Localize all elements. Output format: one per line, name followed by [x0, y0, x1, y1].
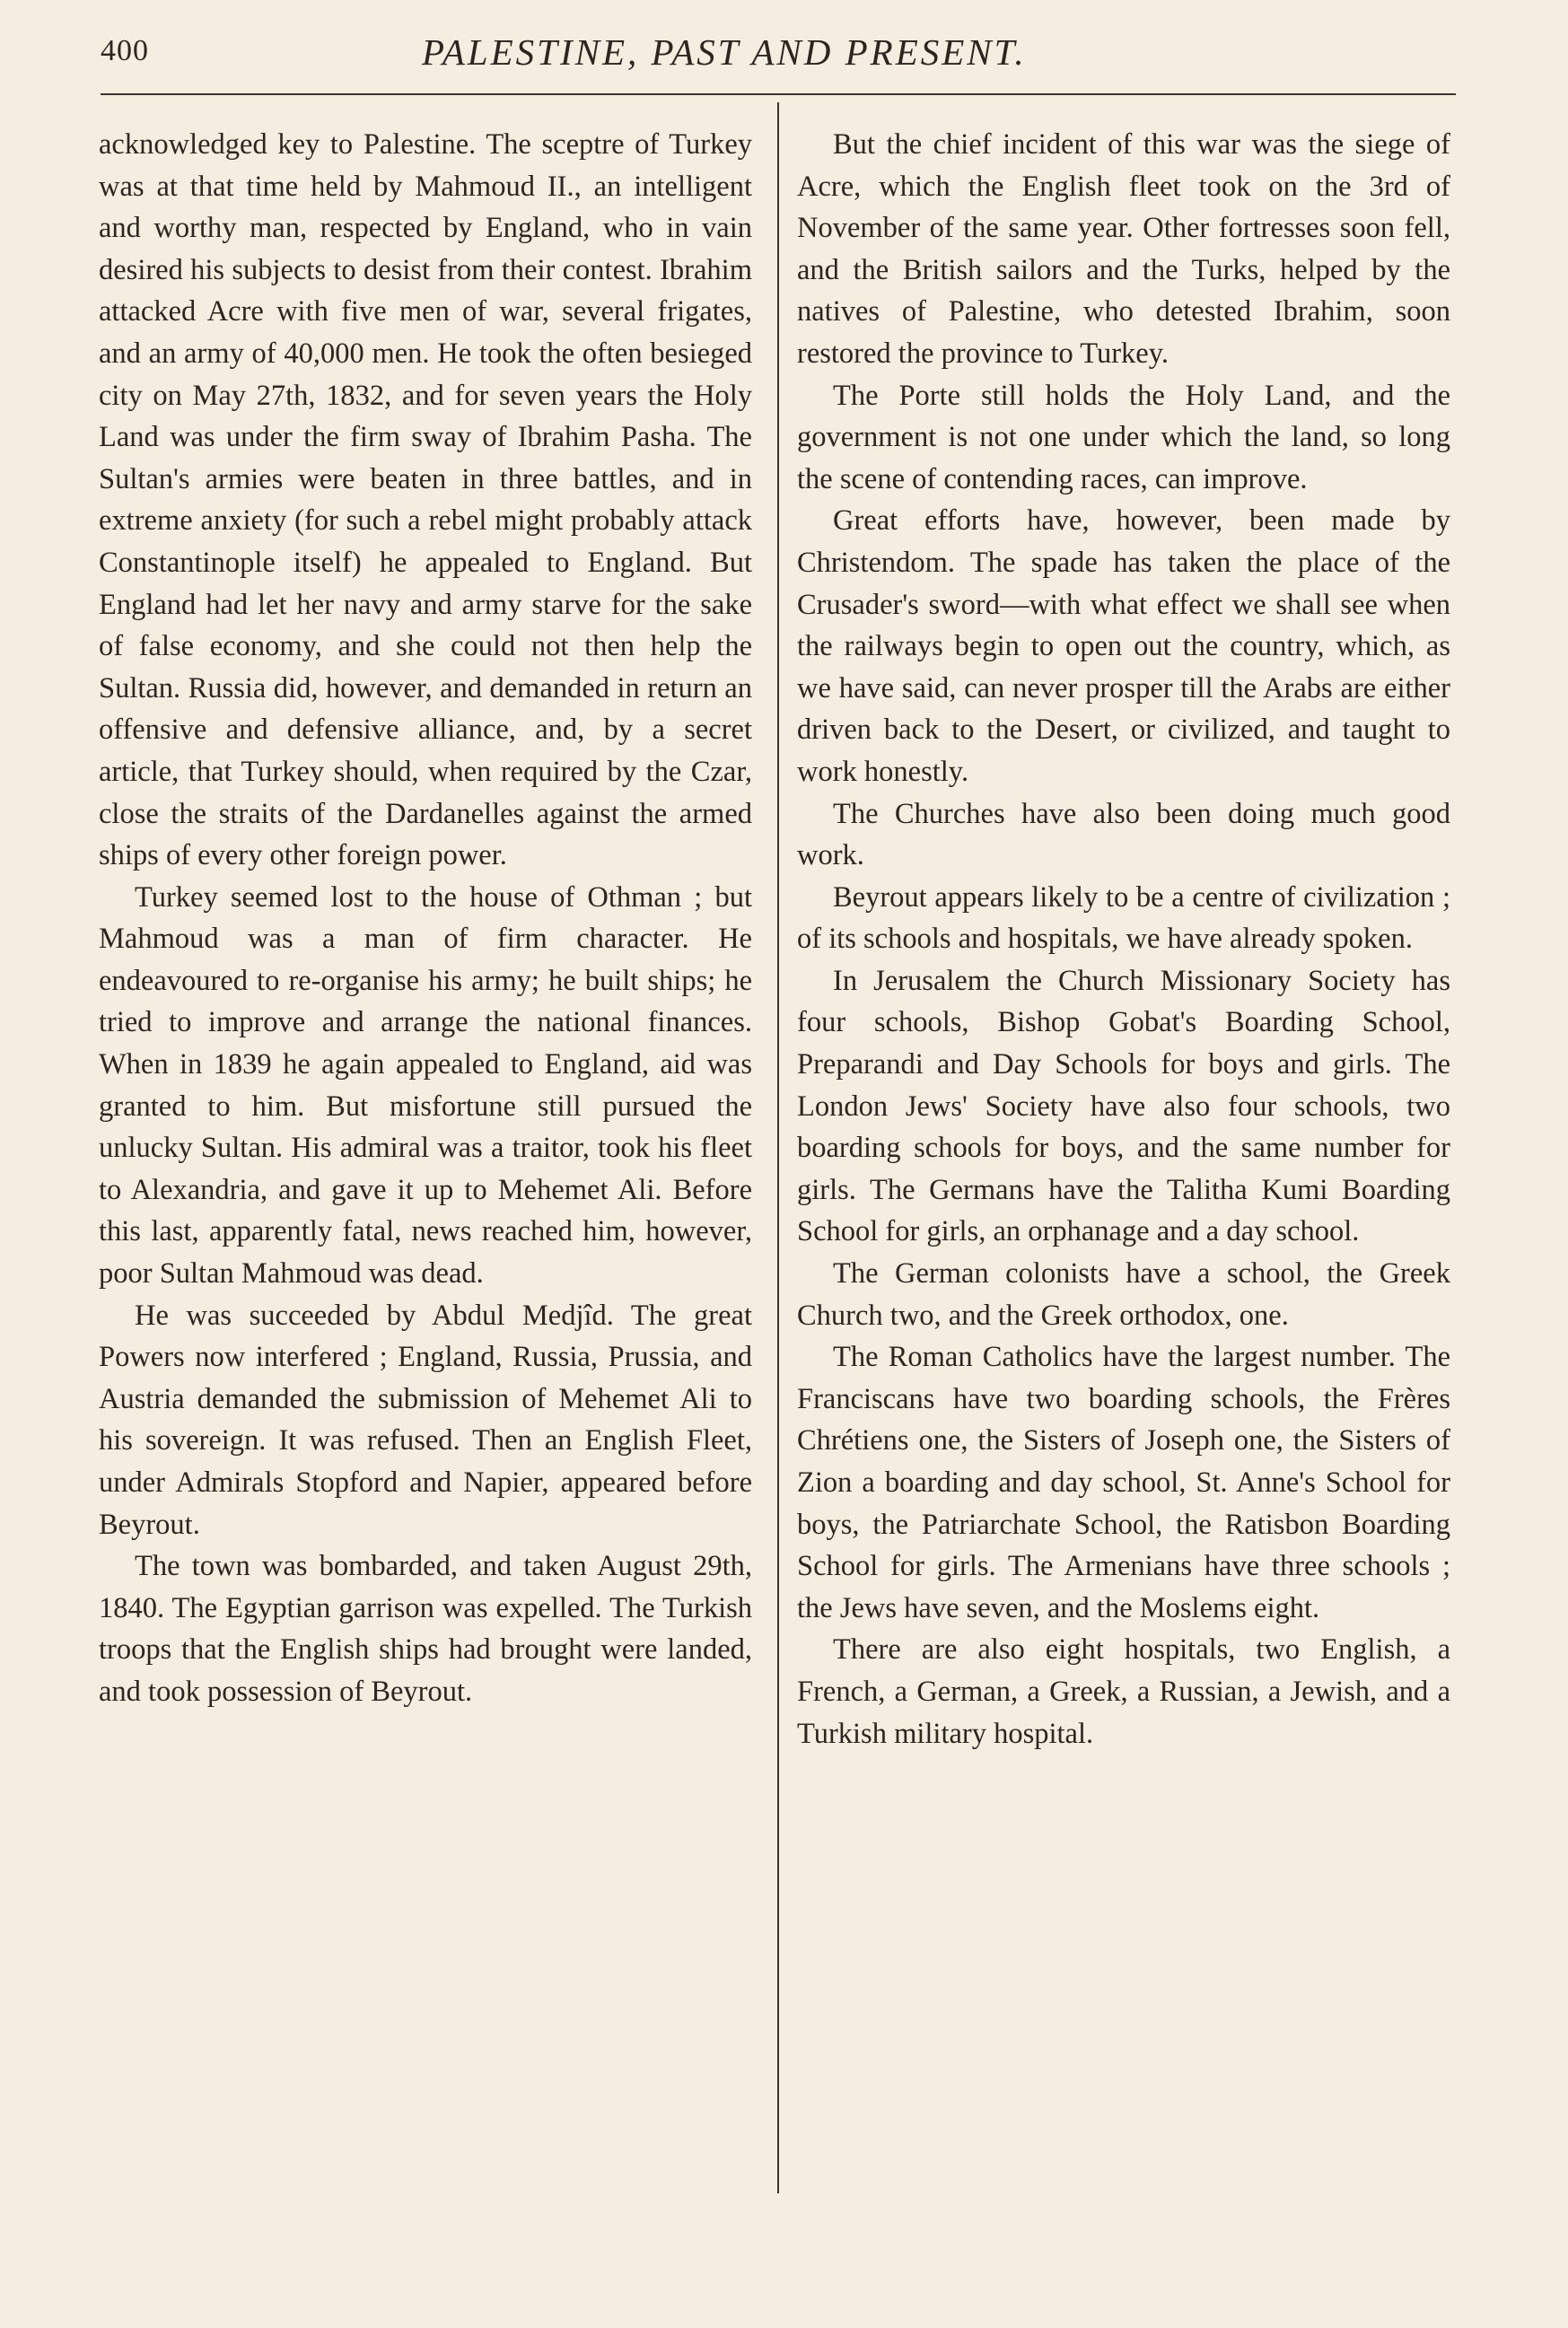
left-paragraph-4: The town was bombarded, and taken August 29th, 1840. The Egyptian garrison was expelled. The Turkish troops that the English ships had brought were landed, and took possession of Beyrout. — [99, 1550, 752, 1708]
right-paragraph-5: Beyrout appears likely to be a centre of civilization ; of its schools and hospitals, we have already spoken. — [797, 880, 1450, 956]
column-divider — [777, 102, 779, 2193]
right-paragraph-3: Great efforts have, however, been made by Christendom. The spade has taken the place of the Crusader's sword—with what effect we shall see when the railways begin to open out the country, which, as we have said, can never prosper till the Arabs are either driven back to the Desert, or civilized, and taught to work honestly. — [797, 504, 1450, 788]
right-paragraph-2: The Porte still holds the Holy Land, and the government is not one under which the land, so long the scene of contending races, can improve. — [797, 379, 1450, 495]
header-rule — [101, 93, 1456, 95]
running-title: PALESTINE, PAST AND PRESENT. — [422, 31, 1027, 73]
right-column — [797, 124, 1450, 1755]
right-paragraph-4: The Churches have also been doing much good work. — [797, 797, 1450, 872]
left-column — [99, 124, 752, 1713]
right-paragraph-9: There are also eight hospitals, two English, a French, a German, a Greek, a Russian, a Jewish, and a Turkish military hospital. — [797, 1633, 1450, 1750]
left-paragraph-2: Turkey seemed lost to the house of Othman ; but Mahmoud was a man of firm character. He endeavoured to re-organise his army; he built ships; he tried to improve and arrange the national finances. When in 1839 he again appealed to England, aid was granted to him. But misfortune still pursued the unlucky Sultan. His admiral was a traitor, took his fleet to Alexandria, and gave it up to Mehemet Ali. Before this last, apparently fatal, news reached him, however, poor Sultan Mahmoud was dead. — [99, 880, 752, 1291]
right-paragraph-7: The German colonists have a school, the Greek Church two, and the Greek orthodox, one. — [797, 1257, 1450, 1332]
right-paragraph-1: But the chief incident of this war was the siege of Acre, which the English fleet took on the 3rd of November of the same year. Other fortresses soon fell, and the British sailors and the Turks, helped by the natives of Palestine, who detested Ibrahim, soon restored the province to Turkey. — [797, 128, 1450, 370]
right-paragraph-8: The Roman Catholics have the largest number. The Franciscans have two boarding schools, the Frères Chrétiens one, the Sisters of Joseph one, the Sisters of Zion a boarding and day school, St. Anne's School for boys, the Patriarchate School, the Ratisbon Boarding School for girls. The Armenians have three schools ; the Jews have seven, and the Moslems eight. — [797, 1341, 1450, 1624]
page-number: 400 — [101, 34, 149, 67]
left-paragraph-3: He was succeeded by Abdul Medjîd. The great Powers now interfered ; England, Russia, Prussia, and Austria demanded the submission of Mehemet Ali to his sovereign. It was refused. Then an English Fleet, under Admirals Stopford and Napier, appeared before Beyrout. — [99, 1299, 752, 1541]
right-paragraph-6: In Jerusalem the Church Missionary Society has four schools, Bishop Gobat's Boarding School, Preparandi and Day Schools for boys and girls. The London Jews' Society have also four schools, two boarding schools for boys, and the same number for girls. The Germans have the Talitha Kumi Boarding School for girls, an orphanage and a day school. — [797, 964, 1450, 1248]
left-paragraph-1: acknowledged key to Palestine. The sceptre of Turkey was at that time held by Mahmoud II., an intelligent and worthy man, respected by England, who in vain desired his subjects to desist from their contest. Ibrahim attacked Acre with five men of war, several frigates, and an army of 40,000 men. He took the often besieged city on May 27th, 1832, and for seven years the Holy Land was under the firm sway of Ibrahim Pasha. The Sultan's armies were beaten in three battles, and in extreme anxiety (for such a rebel might probably attack Constantinople itself) he appealed to England. But England had let her navy and army starve for the sake of false economy, and she could not then help the Sultan. Russia did, however, and demanded in return an offensive and defensive alliance, and, by a secret article, that Turkey should, when required by the Czar, close the straits of the Dardanelles against the armed ships of every other foreign power. — [99, 128, 752, 872]
